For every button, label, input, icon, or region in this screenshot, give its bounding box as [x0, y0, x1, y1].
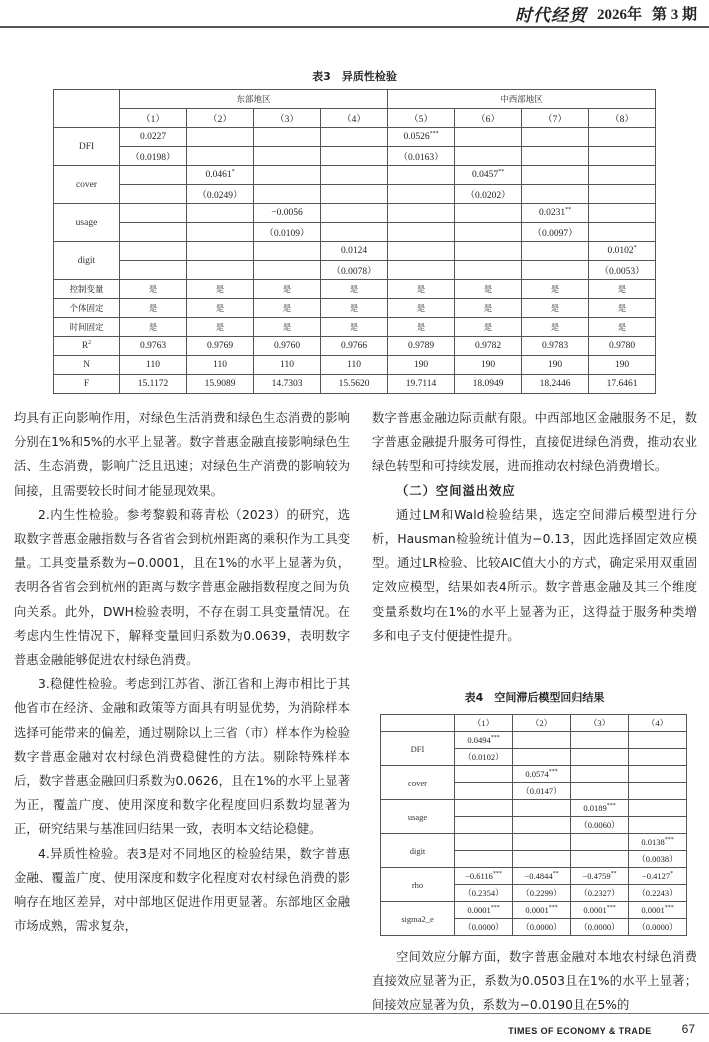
- page-header: [515, 2, 697, 24]
- table4-caption: 表4 空间滞后模型回归结果: [464, 691, 605, 704]
- table3-empty-cell: [455, 242, 522, 261]
- table4-empty-cell: [513, 834, 571, 851]
- table4-empty-cell: [513, 749, 571, 766]
- table3-row-n: [54, 356, 656, 375]
- table3-col-label: （1）: [120, 109, 187, 128]
- table3-coef-cell: 0.0457**: [455, 166, 522, 185]
- table4-empty-cell: [455, 783, 513, 800]
- table3-empty-cell: [455, 128, 522, 147]
- table3-empty-cell: [187, 261, 254, 280]
- table3-empty-cell: [187, 204, 254, 223]
- table3-coef-cell: 0.0227: [120, 128, 187, 147]
- table4-var-label: rho: [381, 868, 455, 902]
- table3-corner: [54, 90, 120, 128]
- footer-rule: [0, 1013, 709, 1014]
- right-paragraph-1: 数字普惠金融边际贡献有限。中西部地区金融服务不足，数字普惠金融提升服务可得性，直接促进绿色消费，推动农业绿色转型和可持续发展，进而推动农村绿色消费增长。: [372, 411, 697, 474]
- table3-yes-cell: 是: [120, 280, 187, 299]
- left-paragraph-4: 4.异质性检验。表3是对不同地区的检验结果，数字普惠金融、覆盖广度、使用深度和数字化程度对农村绿色消费的影响存在地区差异，对中部地区促进作用更显著。东部地区金融市场成熟，需求复杂，: [14, 846, 350, 934]
- table3-empty-cell: [321, 223, 388, 242]
- table3-yes-cell: 是: [120, 299, 187, 318]
- header-rule: [0, 26, 709, 28]
- table4-se-cell: （0.0060）: [571, 817, 629, 834]
- table3-row-r2: [54, 337, 656, 356]
- table3-col-label: （6）: [455, 109, 522, 128]
- table3-col-label: （2）: [187, 109, 254, 128]
- table3-empty-cell: [321, 147, 388, 166]
- table3-stat-cell: 15.1172: [120, 375, 187, 394]
- table3-stat-cell: 18.2446: [522, 375, 589, 394]
- table3-se-cell: （0.0078）: [321, 261, 388, 280]
- table3-stat-cell: 0.9760: [254, 337, 321, 356]
- table3-yes-cell: 是: [522, 318, 589, 337]
- table4-col-label: （4）: [629, 715, 687, 732]
- page-number: 67: [681, 1022, 695, 1036]
- table3-stat-cell: 0.9780: [589, 337, 656, 356]
- table4-col-label: （3）: [571, 715, 629, 732]
- table4-empty-cell: [571, 783, 629, 800]
- table4-var-label: cover: [381, 766, 455, 800]
- table3-stat-cell: 14.7303: [254, 375, 321, 394]
- table3-row-digit: [54, 242, 656, 261]
- table3-yes-cell: 是: [589, 299, 656, 318]
- table3-empty-cell: [187, 223, 254, 242]
- table3-empty-cell: [254, 242, 321, 261]
- table4-se-cell: （0.0038）: [629, 851, 687, 868]
- table4-row-sigma: [381, 902, 687, 919]
- table4-empty-cell: [513, 732, 571, 749]
- table3-coef-cell: 0.0461*: [187, 166, 254, 185]
- table3-empty-cell: [589, 204, 656, 223]
- table4-col-label: （2）: [513, 715, 571, 732]
- table3-yes-cell: 是: [187, 280, 254, 299]
- table3-se-cell: （0.0097）: [522, 223, 589, 242]
- table3-stat-cell: 110: [120, 356, 187, 375]
- table3-yes-cell: 是: [522, 280, 589, 299]
- table3-stat-cell: 0.9789: [388, 337, 455, 356]
- table4-empty-cell: [513, 851, 571, 868]
- table3-empty-cell: [388, 261, 455, 280]
- table4-coef-cell: −0.4844**: [513, 868, 571, 885]
- table4-empty-cell: [629, 732, 687, 749]
- table4-empty-cell: [629, 766, 687, 783]
- table4-coef-cell: 0.0001***: [455, 902, 513, 919]
- table4-empty-cell: [455, 766, 513, 783]
- table3-coef-cell: 0.0231**: [522, 204, 589, 223]
- table3-group-central-west: 中西部地区: [388, 90, 656, 109]
- table3-stat-cell: 190: [455, 356, 522, 375]
- table3-row-controls: [54, 280, 656, 299]
- table4-empty-cell: [513, 800, 571, 817]
- table3-row-dfi-se: [54, 147, 656, 166]
- table3-empty-cell: [522, 242, 589, 261]
- table3-empty-cell: [522, 147, 589, 166]
- table3-empty-cell: [321, 204, 388, 223]
- table3-stat-cell: 110: [187, 356, 254, 375]
- table4-var-label: usage: [381, 800, 455, 834]
- left-column: [14, 406, 350, 938]
- table3-empty-cell: [321, 128, 388, 147]
- table3-col-label: （3）: [254, 109, 321, 128]
- table3-yes-cell: 是: [254, 280, 321, 299]
- table3-empty-cell: [589, 147, 656, 166]
- table3-stat-cell: 190: [522, 356, 589, 375]
- table3-row-label: N: [54, 356, 120, 375]
- table4-empty-cell: [455, 851, 513, 868]
- table3-empty-cell: [522, 261, 589, 280]
- table3-stat-cell: 15.5620: [321, 375, 388, 394]
- table3-empty-cell: [388, 204, 455, 223]
- table3-var-label: usage: [54, 204, 120, 242]
- table4-empty-cell: [571, 749, 629, 766]
- table3-yes-cell: 是: [187, 318, 254, 337]
- left-paragraph-3: 3.稳健性检验。考虑到江苏省、浙江省和上海市相比于其他省市在经济、金融和政策等方面具有明显优势，为消除样本选择可能带来的偏差，通过剔除以上三省（市）样本作为检验数字普惠金融对农村绿色消费稳健性的方法。剔除特殊样本后，数字普惠金融回归系数为0.0626，且在1%的水平上显著为正，覆盖广度、使用深度和数字化程度回归系数均显著为正，研究结果与基准回归结果一致，表明本文结论稳健。: [14, 677, 350, 837]
- table3-empty-cell: [120, 223, 187, 242]
- table3-stat-cell: 190: [589, 356, 656, 375]
- table3-empty-cell: [120, 166, 187, 185]
- table3-col-label: （4）: [321, 109, 388, 128]
- table3-row-cover: [54, 166, 656, 185]
- table3-row-label: 控制变量: [54, 280, 120, 299]
- table3-col-label: （5）: [388, 109, 455, 128]
- table3-empty-cell: [589, 128, 656, 147]
- table4-coef-cell: −0.6116***: [455, 868, 513, 885]
- table4-se-cell: （0.0000）: [513, 919, 571, 936]
- table3-stat-cell: 0.9769: [187, 337, 254, 356]
- table3-yes-cell: 是: [589, 318, 656, 337]
- table3-yes-cell: 是: [120, 318, 187, 337]
- table3-group-east: 东部地区: [120, 90, 388, 109]
- table3-row-usage: [54, 204, 656, 223]
- table4-se-cell: （0.0000）: [629, 919, 687, 936]
- table3-empty-cell: [254, 166, 321, 185]
- table4-col-header: [381, 715, 687, 732]
- table3-yes-cell: 是: [321, 280, 388, 299]
- table3-row-label: F: [54, 375, 120, 394]
- table4-empty-cell: [571, 834, 629, 851]
- table3-row-dfi: [54, 128, 656, 147]
- table3-empty-cell: [120, 242, 187, 261]
- table3-stat-cell: 110: [254, 356, 321, 375]
- table4-se-cell: （0.0102）: [455, 749, 513, 766]
- table4-se-cell: （0.0000）: [571, 919, 629, 936]
- table4-coef-cell: −0.4127*: [629, 868, 687, 885]
- table3-row-f: [54, 375, 656, 394]
- table3-empty-cell: [120, 261, 187, 280]
- table4-row-cover: [381, 766, 687, 783]
- table4-coef-cell: 0.0001***: [629, 902, 687, 919]
- journal-logo: 时代经贸: [514, 5, 587, 25]
- table3-se-cell: （0.0163）: [388, 147, 455, 166]
- table3-se-cell: （0.0198）: [120, 147, 187, 166]
- table3-empty-cell: [187, 242, 254, 261]
- table3-stat-cell: 19.7114: [388, 375, 455, 394]
- table3-empty-cell: [455, 261, 522, 280]
- table3-se-cell: （0.0109）: [254, 223, 321, 242]
- right-column-bottom: [372, 945, 697, 1018]
- table4-empty-cell: [629, 817, 687, 834]
- table3-empty-cell: [254, 128, 321, 147]
- table4-var-label: DFI: [381, 732, 455, 766]
- section-subheading: （二）空间溢出效应: [396, 482, 516, 498]
- page-footer: [508, 1018, 695, 1036]
- table4-var-label: sigma2_e: [381, 902, 455, 936]
- table4-se-cell: （0.0147）: [513, 783, 571, 800]
- table4-se-cell: （0.2327）: [571, 885, 629, 902]
- table4-empty-cell: [455, 800, 513, 817]
- table3-col-label: （7）: [522, 109, 589, 128]
- table3-empty-cell: [522, 128, 589, 147]
- table3-yes-cell: 是: [254, 299, 321, 318]
- table3-empty-cell: [187, 147, 254, 166]
- table3-stat-cell: 18.0949: [455, 375, 522, 394]
- table3-empty-cell: [455, 147, 522, 166]
- table3-empty-cell: [388, 166, 455, 185]
- table3-row-label: 时间固定: [54, 318, 120, 337]
- table3-empty-cell: [589, 185, 656, 204]
- table4-coef-cell: −0.4759**: [571, 868, 629, 885]
- table4-row-dfi: [381, 732, 687, 749]
- table3-stat-cell: 110: [321, 356, 388, 375]
- table3-empty-cell: [522, 166, 589, 185]
- table3-row-digit-se: [54, 261, 656, 280]
- table3-stat-cell: 190: [388, 356, 455, 375]
- table3-stat-cell: 0.9766: [321, 337, 388, 356]
- table3-yes-cell: 是: [455, 299, 522, 318]
- table3-col-label: （8）: [589, 109, 656, 128]
- left-paragraph-1: 均具有正向影响作用，对绿色生活消费和绿色生态消费的影响分别在1%和5%的水平上显著。数字普惠金融直接影响绿色生活、生态消费，影响广泛且迅速；对绿色生产消费的影响较为间接，且需要较长时间才能显现效果。: [14, 411, 350, 498]
- table3-row-label: 个体固定: [54, 299, 120, 318]
- table3-yes-cell: 是: [455, 318, 522, 337]
- table3-yes-cell: 是: [522, 299, 589, 318]
- table4-col-label: （1）: [455, 715, 513, 732]
- table4-se-cell: （0.0000）: [455, 919, 513, 936]
- table3-col-header: [54, 109, 656, 128]
- table4-empty-cell: [455, 834, 513, 851]
- table3-empty-cell: [187, 128, 254, 147]
- table3-var-label: DFI: [54, 128, 120, 166]
- right-paragraph-3: 空间效应分解方面，数字普惠金融对本地农村绿色消费直接效应显著为正，系数为0.0503且在1%的水平上显著；间接效应显著为负，系数为−0.0190且在5%的: [372, 950, 697, 1013]
- table3-yes-cell: 是: [388, 318, 455, 337]
- table3-empty-cell: [120, 185, 187, 204]
- table4-empty-cell: [455, 817, 513, 834]
- table3-coef-cell: 0.0124: [321, 242, 388, 261]
- issue-number: 第 3 期: [651, 6, 697, 23]
- table3-empty-cell: [455, 223, 522, 242]
- table4-coef-cell: 0.0001***: [571, 902, 629, 919]
- table4-se-cell: （0.2354）: [455, 885, 513, 902]
- table3-se-cell: （0.0053）: [589, 261, 656, 280]
- table4-empty-cell: [513, 817, 571, 834]
- table3-yes-cell: 是: [321, 318, 388, 337]
- table3-var-label: digit: [54, 242, 120, 280]
- table3-empty-cell: [120, 204, 187, 223]
- table4-se-cell: （0.2243）: [629, 885, 687, 902]
- table4-empty-cell: [571, 732, 629, 749]
- table3-empty-cell: [254, 147, 321, 166]
- left-paragraph-2: 2.内生性检验。参考黎毅和蒋青松（2023）的研究，选取数字普惠金融指数与各省省会到杭州距离的乘积作为工具变量。工具变量系数为−0.0001，且在1%的水平上显著为负，表明各省省会到杭州的距离与数字普惠金融指数程度之间为负向关系。此外，DWH检验表明，不存在弱工具变量情况。在考虑内生性情况下，解释变量回归系数为0.0639，表明数字普惠金融能够促进农村绿色消费。: [14, 507, 350, 668]
- issue-year: 2026年: [596, 6, 642, 23]
- table4-empty-cell: [629, 749, 687, 766]
- table3-coef-cell: 0.0526***: [388, 128, 455, 147]
- table3-yes-cell: 是: [388, 299, 455, 318]
- table3-empty-cell: [522, 185, 589, 204]
- table3-yes-cell: 是: [254, 318, 321, 337]
- table4-empty-cell: [629, 783, 687, 800]
- table4-coef-cell: 0.0574***: [513, 766, 571, 783]
- table3-row-usage-se: [54, 223, 656, 242]
- table3-yes-cell: 是: [187, 299, 254, 318]
- table4-row-usage: [381, 800, 687, 817]
- table3-row-cover-se: [54, 185, 656, 204]
- journal-name: TIMES OF ECONOMY & TRADE: [508, 1026, 652, 1036]
- table3-empty-cell: [254, 185, 321, 204]
- table3-empty-cell: [589, 223, 656, 242]
- table3-coef-cell: −0.0056: [254, 204, 321, 223]
- table4-var-label: digit: [381, 834, 455, 868]
- table3-empty-cell: [388, 223, 455, 242]
- table3-empty-cell: [388, 242, 455, 261]
- table3-stat-cell: 0.9782: [455, 337, 522, 356]
- table3-yes-cell: 是: [388, 280, 455, 299]
- table4-row-digit: [381, 834, 687, 851]
- table4-coef-cell: 0.0138***: [629, 834, 687, 851]
- table4-coef-cell: 0.0001***: [513, 902, 571, 919]
- table3-yes-cell: 是: [589, 280, 656, 299]
- table3-se-cell: （0.0249）: [187, 185, 254, 204]
- table3-empty-cell: [254, 261, 321, 280]
- table4-row-rho: [381, 868, 687, 885]
- table3-row-time-fe: [54, 318, 656, 337]
- table4-coef-cell: 0.0189***: [571, 800, 629, 817]
- table3-stat-cell: 15.9089: [187, 375, 254, 394]
- table4-empty-cell: [571, 766, 629, 783]
- table3-coef-cell: 0.0102*: [589, 242, 656, 261]
- table4-spatial-lag: [380, 714, 687, 936]
- right-column-top: [372, 406, 697, 648]
- table3-empty-cell: [321, 185, 388, 204]
- table3-stat-cell: 17.6461: [589, 375, 656, 394]
- table4-se-cell: （0.2299）: [513, 885, 571, 902]
- right-paragraph-2: 通过LM和Wald检验结果，选定空间滞后模型进行分析，Hausman检验统计值为−0.13，因此选择固定效应模型。通过LR检验、比较AIC值大小的方式，确定采用双重固定效应模型，结果如表4所示。数字普惠金融及其三个维度变量系数均在1%的水平上显著为正，这得益于服务种类增多和电子支付便捷性提升。: [372, 507, 697, 643]
- table3-empty-cell: [455, 204, 522, 223]
- table3-caption: 表3 异质性检验: [312, 70, 397, 83]
- table3-se-cell: （0.0202）: [455, 185, 522, 204]
- table3-row-label: $R^2$: [54, 337, 120, 356]
- table3-empty-cell: [388, 185, 455, 204]
- table3-yes-cell: 是: [321, 299, 388, 318]
- table3-empty-cell: [321, 166, 388, 185]
- table3-empty-cell: [589, 166, 656, 185]
- table4-coef-cell: 0.0494***: [455, 732, 513, 749]
- table3-yes-cell: 是: [455, 280, 522, 299]
- table4-empty-cell: [571, 851, 629, 868]
- table3-var-label: cover: [54, 166, 120, 204]
- table4-empty-cell: [629, 800, 687, 817]
- table3-heterogeneity: [53, 89, 656, 394]
- table3-group-header: [54, 90, 656, 109]
- table4-corner: [381, 715, 455, 732]
- table3-row-individual-fe: [54, 299, 656, 318]
- table3-stat-cell: 0.9763: [120, 337, 187, 356]
- table3-stat-cell: 0.9783: [522, 337, 589, 356]
